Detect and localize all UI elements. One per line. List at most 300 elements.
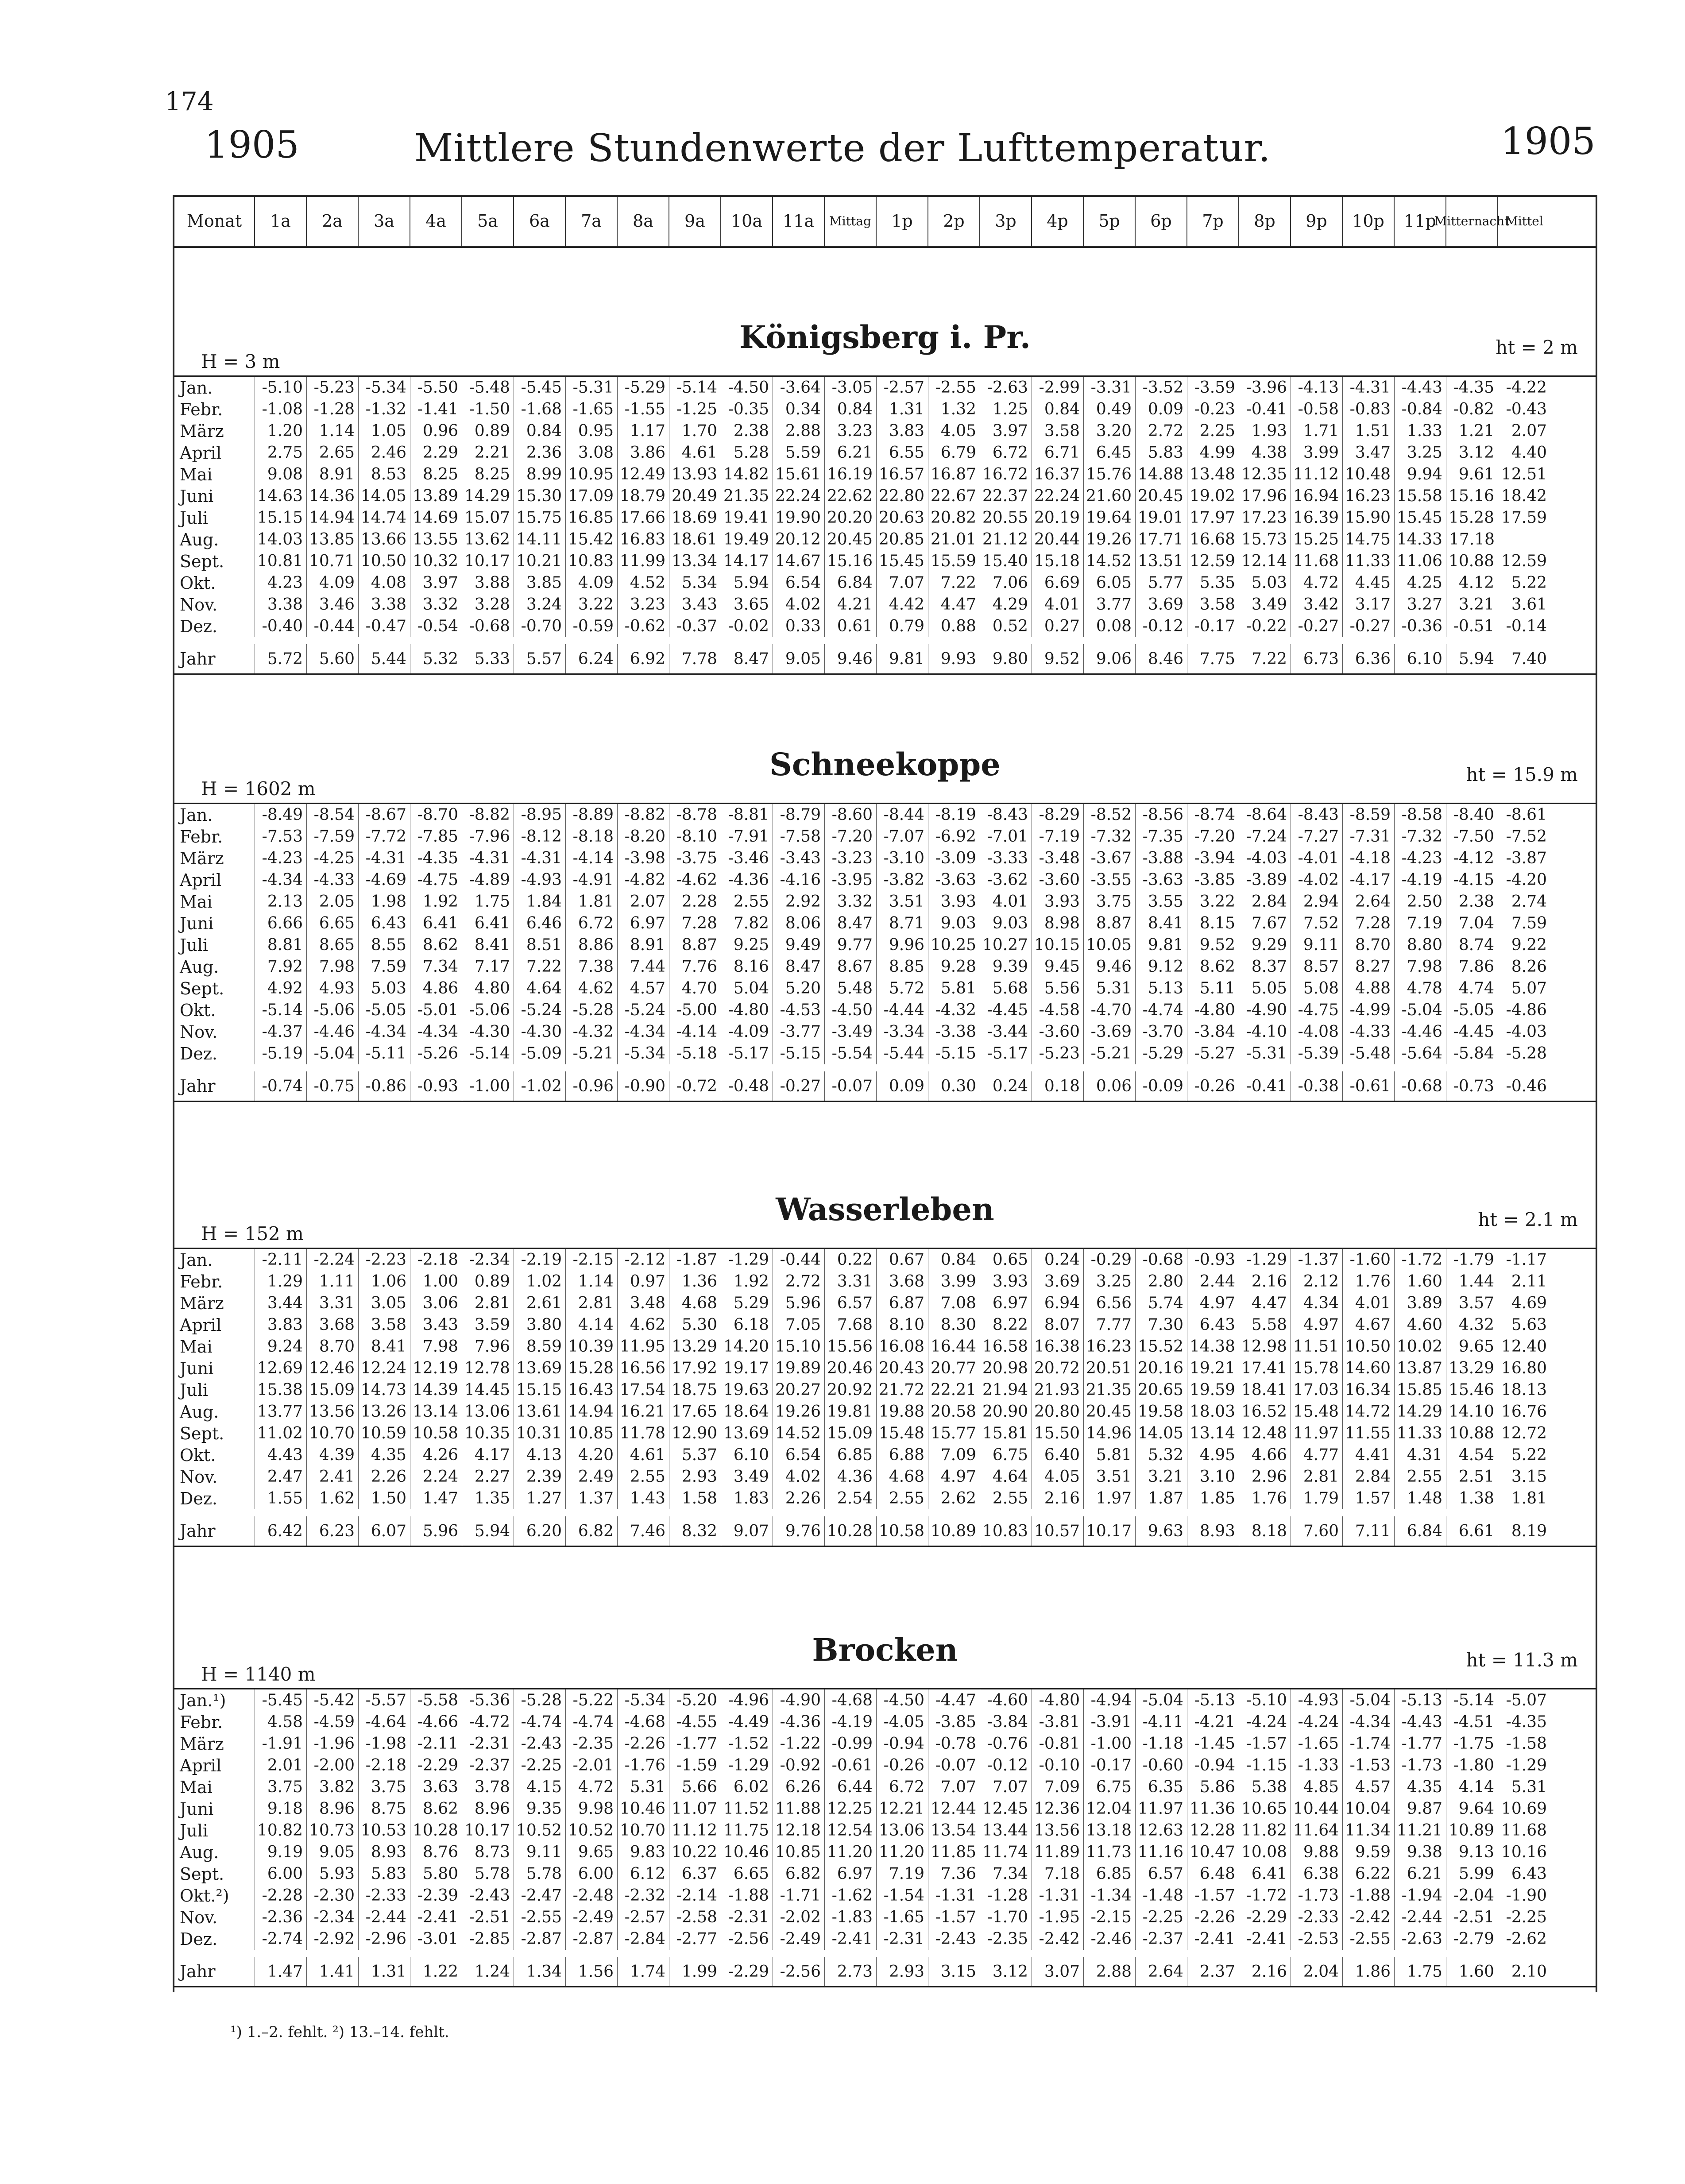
table-cell: 6.41 (462, 912, 514, 934)
table-cell: -8.54 (307, 804, 359, 826)
table-cell: -1.68 (514, 398, 566, 420)
table-cell: 6.72 (877, 1776, 928, 1798)
table-cell: -2.57 (877, 377, 928, 398)
table-cell: -8.82 (618, 804, 669, 826)
table-cell: 8.87 (1084, 912, 1136, 934)
table-row (174, 1357, 1596, 1379)
table-cell: 14.11 (514, 529, 566, 550)
table-cell: 19.26 (773, 1401, 825, 1422)
table-cell: -3.09 (928, 847, 980, 869)
table-cell: 16.37 (1032, 464, 1084, 485)
table-cell: -1.91 (255, 1733, 307, 1755)
table-cell: 9.05 (307, 1841, 359, 1863)
year-row (174, 1957, 1596, 1986)
table-cell: -4.02 (1291, 869, 1343, 891)
table-cell: 3.43 (669, 594, 721, 615)
table-cell: 14.45 (462, 1379, 514, 1401)
table-cell: -4.10 (1239, 1021, 1291, 1043)
table-cell: 3.12 (980, 1957, 1032, 1986)
table-cell: -4.99 (1343, 999, 1395, 1021)
table-row (174, 826, 1596, 847)
table-row (174, 956, 1596, 978)
month-label: April (174, 1314, 255, 1336)
table-cell: -0.27 (773, 1071, 825, 1101)
table-cell: 2.11 (1511, 1272, 1547, 1291)
table-cell: -4.93 (1291, 1689, 1343, 1711)
table-cell: -3.89 (1239, 869, 1291, 891)
table-cell: -4.09 (721, 1021, 773, 1043)
table-cell: -1.73 (1291, 1885, 1343, 1906)
table-cell: 13.14 (1187, 1422, 1239, 1444)
table-cell: 12.72 (1501, 1424, 1547, 1442)
table-cell: -6.92 (928, 826, 980, 847)
table-cell: -5.05 (359, 999, 410, 1021)
table-cell: 2.55 (1395, 1466, 1446, 1488)
table-cell: 5.57 (514, 644, 566, 673)
table-cell: 3.69 (1032, 1271, 1084, 1292)
table-cell: -5.21 (1084, 1043, 1136, 1064)
table-cell: -8.61 (1506, 806, 1547, 824)
table-cell: -5.31 (566, 377, 618, 398)
table-cell: 3.38 (255, 594, 307, 615)
table-cell: 10.73 (307, 1820, 359, 1841)
table-cell: 0.67 (877, 1249, 928, 1271)
table-cell: -5.14 (462, 1043, 514, 1064)
table-cell: 15.50 (1032, 1422, 1084, 1444)
table-cell: 6.45 (1084, 442, 1136, 464)
table-cell: 2.07 (1511, 422, 1547, 440)
table-cell: -1.25 (669, 398, 721, 420)
table-cell: 21.12 (980, 529, 1032, 550)
month-label: Juli (174, 1379, 255, 1401)
table-cell: 8.71 (877, 912, 928, 934)
table-cell: -2.55 (928, 377, 980, 398)
table-cell: -4.74 (514, 1711, 566, 1733)
table-cell: 1.38 (1446, 1488, 1498, 1509)
table-cell: 20.46 (825, 1357, 877, 1379)
table-cell: -4.31 (359, 847, 410, 869)
table-cell: 9.87 (1395, 1798, 1446, 1820)
table-cell: 1.70 (669, 420, 721, 442)
table-cell: 13.51 (1136, 550, 1187, 572)
table-cell: -4.46 (307, 1021, 359, 1043)
table-cell: 7.05 (773, 1314, 825, 1336)
table-cell: -4.33 (307, 869, 359, 891)
table-cell: 15.45 (877, 550, 928, 572)
table-cell: 10.53 (359, 1820, 410, 1841)
table-cell: 14.10 (1446, 1401, 1498, 1422)
table-cell: 2.51 (1446, 1466, 1498, 1488)
table-cell: 15.52 (1136, 1336, 1187, 1357)
table-cell: 12.14 (1239, 550, 1291, 572)
table-row (174, 1466, 1596, 1488)
table-cell: 15.16 (1446, 485, 1498, 507)
table-cell: -4.34 (255, 869, 307, 891)
table-cell: 21.93 (1032, 1379, 1084, 1401)
table-cell: 3.25 (1395, 442, 1446, 464)
table-cell: 8.15 (1187, 912, 1239, 934)
table-cell: -4.32 (566, 1021, 618, 1043)
table-cell: -1.60 (1343, 1249, 1395, 1271)
table-cell: -4.90 (1239, 999, 1291, 1021)
table-cell: 6.23 (307, 1516, 359, 1546)
table-cell: -7.07 (877, 826, 928, 847)
table-cell: 0.89 (462, 420, 514, 442)
table-cell: 1.17 (618, 420, 669, 442)
table-cell: -3.87 (1506, 849, 1547, 867)
table-cell: 21.35 (721, 485, 773, 507)
table-row (174, 420, 1596, 442)
table-cell: 3.97 (980, 420, 1032, 442)
table-cell: 4.39 (307, 1444, 359, 1466)
table-cell: 6.21 (825, 442, 877, 464)
table-cell: 4.97 (1187, 1292, 1239, 1314)
table-cell: -4.15 (1446, 869, 1498, 891)
table-cell: 16.58 (980, 1336, 1032, 1357)
table-cell: -2.25 (1136, 1906, 1187, 1928)
table-cell: 13.18 (1084, 1820, 1136, 1841)
table-cell: -5.34 (618, 1043, 669, 1064)
table-cell: -2.15 (1084, 1906, 1136, 1928)
table-cell: 6.73 (1291, 644, 1343, 673)
table-cell: 4.43 (255, 1444, 307, 1466)
table-cell: -5.11 (359, 1043, 410, 1064)
table-cell: 10.27 (980, 934, 1032, 956)
page-title: Mittlere Stundenwerte der Lufttemperatur. (414, 126, 1271, 170)
table-cell: -2.84 (618, 1928, 669, 1950)
table-cell: -4.31 (462, 847, 514, 869)
table-row (174, 804, 1596, 826)
table-cell: 4.86 (410, 978, 462, 999)
table-cell: 15.16 (825, 550, 877, 572)
table-cell: -1.33 (1291, 1755, 1343, 1776)
table-cell: 15.77 (928, 1422, 980, 1444)
table-cell: 3.44 (255, 1292, 307, 1314)
table-cell: -5.57 (359, 1689, 410, 1711)
table-cell: -4.19 (825, 1711, 877, 1733)
table-cell: 9.52 (1187, 934, 1239, 956)
table-cell: -1.53 (1343, 1755, 1395, 1776)
table-cell: 2.26 (773, 1488, 825, 1509)
table-cell: -2.29 (1239, 1906, 1291, 1928)
data-grid (174, 1688, 1596, 1987)
table-row (174, 869, 1596, 891)
table-cell: 6.85 (825, 1444, 877, 1466)
table-cell: 5.81 (1084, 1444, 1136, 1466)
table-cell: 6.72 (980, 442, 1032, 464)
table-cell: 1.43 (618, 1488, 669, 1509)
table-cell: 15.81 (980, 1422, 1032, 1444)
table-cell: -1.80 (1446, 1755, 1498, 1776)
table-cell: 17.54 (618, 1379, 669, 1401)
month-label: Jahr (174, 1516, 255, 1546)
table-cell: 4.01 (980, 891, 1032, 912)
month-label: Aug. (174, 1841, 255, 1863)
table-cell: 4.26 (410, 1444, 462, 1466)
table-cell: 10.39 (566, 1336, 618, 1357)
table-cell: 9.28 (928, 956, 980, 978)
table-cell: 1.36 (669, 1271, 721, 1292)
table-cell: -4.30 (462, 1021, 514, 1043)
table-cell: 1.24 (462, 1957, 514, 1986)
table-cell: 0.97 (618, 1271, 669, 1292)
table-cell: -1.79 (1446, 1249, 1498, 1271)
table-cell: 19.17 (721, 1357, 773, 1379)
table-cell: -1.29 (721, 1249, 773, 1271)
table-cell: -0.78 (928, 1733, 980, 1755)
table-cell: 1.74 (618, 1957, 669, 1986)
table-cell: 6.21 (1395, 1863, 1446, 1885)
table-cell: -5.27 (1187, 1043, 1239, 1064)
table-cell: -8.20 (618, 826, 669, 847)
table-cell: 4.72 (566, 1776, 618, 1798)
table-cell: 4.05 (928, 420, 980, 442)
table-row (174, 507, 1596, 529)
table-cell: 8.91 (618, 934, 669, 956)
table-row (174, 1401, 1596, 1422)
table-cell: 6.05 (1084, 572, 1136, 594)
table-cell: 8.80 (1395, 934, 1446, 956)
table-cell: -5.07 (1506, 1691, 1547, 1709)
table-cell: 5.03 (1239, 572, 1291, 594)
table-cell: -2.74 (255, 1928, 307, 1950)
table-cell: -5.23 (307, 377, 359, 398)
thermometer-height: ht = 15.9 m (1466, 764, 1578, 785)
table-cell: -5.28 (514, 1689, 566, 1711)
table-cell: -3.10 (877, 847, 928, 869)
table-cell: 6.35 (1136, 1776, 1187, 1798)
table-cell: 2.21 (462, 442, 514, 464)
table-cell: -7.32 (1084, 826, 1136, 847)
column-header: 9p (1291, 197, 1343, 246)
table-cell: 3.68 (307, 1314, 359, 1336)
table-cell: 8.73 (462, 1841, 514, 1863)
table-cell: -2.18 (359, 1755, 410, 1776)
table-cell: -0.02 (721, 615, 773, 637)
table-cell: 17.59 (1501, 509, 1547, 527)
table-cell: -2.29 (721, 1957, 773, 1986)
table-cell: 3.78 (462, 1776, 514, 1798)
table-cell: 16.83 (618, 529, 669, 550)
table-cell: 10.50 (359, 550, 410, 572)
table-cell: 1.00 (410, 1271, 462, 1292)
table-cell: -0.26 (1187, 1071, 1239, 1101)
table-row (174, 529, 1596, 550)
table-cell: 3.51 (1084, 1466, 1136, 1488)
table-cell: 13.44 (980, 1820, 1032, 1841)
table-cell: 11.20 (825, 1841, 877, 1863)
table-cell: 10.81 (255, 550, 307, 572)
table-cell: -5.24 (618, 999, 669, 1021)
table-cell: -8.12 (514, 826, 566, 847)
table-cell: 9.29 (1239, 934, 1291, 956)
table-cell: 3.31 (307, 1292, 359, 1314)
table-cell: -2.01 (566, 1755, 618, 1776)
table-cell: -3.23 (825, 847, 877, 869)
table-cell: -0.48 (721, 1071, 773, 1101)
table-cell: -1.45 (1187, 1733, 1239, 1755)
table-cell: -4.60 (980, 1689, 1032, 1711)
table-row (174, 1422, 1596, 1444)
table-cell: 6.97 (825, 1863, 877, 1885)
table-cell: 14.82 (721, 464, 773, 485)
column-header: 4a (410, 197, 462, 246)
table-cell: -8.18 (566, 826, 618, 847)
table-cell: 13.56 (307, 1401, 359, 1422)
table-cell: -5.09 (514, 1043, 566, 1064)
table-cell: 8.93 (359, 1841, 410, 1863)
table-cell: 3.21 (1136, 1466, 1187, 1488)
table-cell: -8.43 (1291, 804, 1343, 826)
table-cell: 8.87 (669, 934, 721, 956)
table-cell: 8.41 (462, 934, 514, 956)
table-cell: -2.62 (1506, 1930, 1547, 1948)
table-cell: 5.94 (1446, 644, 1498, 673)
table-cell: -5.42 (307, 1689, 359, 1711)
table-cell: 11.89 (1032, 1841, 1084, 1863)
table-cell: 1.47 (255, 1957, 307, 1986)
table-cell: 0.79 (877, 615, 928, 637)
table-cell: 14.17 (721, 550, 773, 572)
table-cell: -5.10 (1239, 1689, 1291, 1711)
table-cell: 16.21 (618, 1401, 669, 1422)
table-cell: 5.03 (359, 978, 410, 999)
table-cell: 15.09 (307, 1379, 359, 1401)
table-cell: 11.82 (1239, 1820, 1291, 1841)
table-cell: 6.79 (928, 442, 980, 464)
table-cell: 15.85 (1395, 1379, 1446, 1401)
table-cell: 1.51 (1343, 420, 1395, 442)
table-cell: 16.34 (1343, 1379, 1395, 1401)
month-label: Juni (174, 912, 255, 934)
column-header: 10p (1343, 197, 1395, 246)
table-cell: 5.22 (1511, 1446, 1547, 1464)
month-label: Juni (174, 485, 255, 507)
table-cell: 3.85 (514, 572, 566, 594)
table-cell: 6.56 (1084, 1292, 1136, 1314)
table-cell: 14.05 (359, 485, 410, 507)
table-cell: 6.36 (1343, 644, 1395, 673)
table-cell: 3.89 (1395, 1292, 1446, 1314)
table-cell: -2.39 (410, 1885, 462, 1906)
table-cell: 7.59 (359, 956, 410, 978)
table-cell: 8.47 (825, 912, 877, 934)
table-cell: -2.15 (566, 1249, 618, 1271)
table-cell: 6.46 (514, 912, 566, 934)
month-label: Dez. (174, 1488, 255, 1509)
table-cell: -0.74 (255, 1071, 307, 1101)
table-cell: 11.99 (618, 550, 669, 572)
table-cell: -2.31 (721, 1906, 773, 1928)
table-cell: 10.70 (618, 1820, 669, 1841)
table-cell: -7.50 (1446, 826, 1498, 847)
table-cell: 2.94 (1291, 891, 1343, 912)
table-cell: -2.43 (928, 1928, 980, 1950)
table-cell: 14.39 (410, 1379, 462, 1401)
table-cell: 22.62 (825, 485, 877, 507)
table-cell: 10.58 (410, 1422, 462, 1444)
table-cell: 6.75 (980, 1444, 1032, 1466)
table-cell: -0.73 (1446, 1071, 1498, 1101)
table-cell: 4.78 (1395, 978, 1446, 999)
table-cell: 5.08 (1291, 978, 1343, 999)
table-cell: 7.67 (1239, 912, 1291, 934)
table-cell: 13.56 (1032, 1820, 1084, 1841)
table-cell: 0.61 (825, 615, 877, 637)
table-cell: 10.85 (566, 1422, 618, 1444)
table-cell: 20.12 (773, 529, 825, 550)
table-cell: 20.65 (1136, 1379, 1187, 1401)
table-cell: 2.16 (1239, 1957, 1291, 1986)
table-cell: -4.86 (1506, 1001, 1547, 1019)
table-cell: 2.93 (877, 1957, 928, 1986)
table-cell: 9.05 (773, 644, 825, 673)
station-height: H = 1140 m (201, 1663, 316, 1685)
table-cell: -4.75 (410, 869, 462, 891)
table-cell: 2.16 (1239, 1271, 1291, 1292)
table-cell: 7.46 (618, 1516, 669, 1546)
table-cell: -0.90 (618, 1071, 669, 1101)
table-cell: 7.77 (1084, 1314, 1136, 1336)
table-cell: 3.86 (618, 442, 669, 464)
table-cell: 9.83 (618, 1841, 669, 1863)
table-cell: 10.31 (514, 1422, 566, 1444)
table-cell: 19.01 (1136, 507, 1187, 529)
table-cell: 20.44 (1032, 529, 1084, 550)
year-left: 1905 (205, 123, 299, 166)
table-cell: 3.17 (1343, 594, 1395, 615)
table-cell: -1.22 (773, 1733, 825, 1755)
table-cell: 14.03 (255, 529, 307, 550)
table-cell: 2.84 (1239, 891, 1291, 912)
table-cell: 3.22 (1187, 891, 1239, 912)
table-cell: 7.04 (1446, 912, 1498, 934)
table-cell: 0.08 (1084, 615, 1136, 637)
table-cell: 4.61 (618, 1444, 669, 1466)
table-cell: 8.30 (928, 1314, 980, 1336)
table-cell: 3.10 (1187, 1466, 1239, 1488)
table-cell: 1.98 (359, 891, 410, 912)
table-cell: -1.76 (618, 1755, 669, 1776)
table-cell: 11.12 (1291, 464, 1343, 485)
table-cell: 20.45 (825, 529, 877, 550)
table-cell: 8.22 (980, 1314, 1032, 1336)
table-cell: 20.16 (1136, 1357, 1187, 1379)
table-cell: 4.17 (462, 1444, 514, 1466)
table-cell: -5.29 (618, 377, 669, 398)
table-cell: 3.75 (359, 1776, 410, 1798)
table-cell: -5.44 (877, 1043, 928, 1064)
table-cell: 4.38 (1239, 442, 1291, 464)
table-cell: 15.40 (980, 550, 1032, 572)
table-cell: 2.54 (825, 1488, 877, 1509)
table-cell: -8.67 (359, 804, 410, 826)
table-cell: -4.12 (1446, 847, 1498, 869)
table-cell: -5.64 (1395, 1043, 1446, 1064)
table-cell: 13.29 (669, 1336, 721, 1357)
table-cell: 13.26 (359, 1401, 410, 1422)
table-cell: 12.18 (773, 1820, 825, 1841)
table-cell: -2.44 (359, 1906, 410, 1928)
table-cell: 4.77 (1291, 1444, 1343, 1466)
table-cell: 10.28 (825, 1516, 877, 1546)
table-cell: -0.93 (410, 1071, 462, 1101)
table-row (174, 550, 1596, 572)
table-cell: 10.21 (514, 550, 566, 572)
table-cell: -0.12 (1136, 615, 1187, 637)
table-cell: -5.22 (566, 1689, 618, 1711)
month-label: Jahr (174, 1957, 255, 1986)
